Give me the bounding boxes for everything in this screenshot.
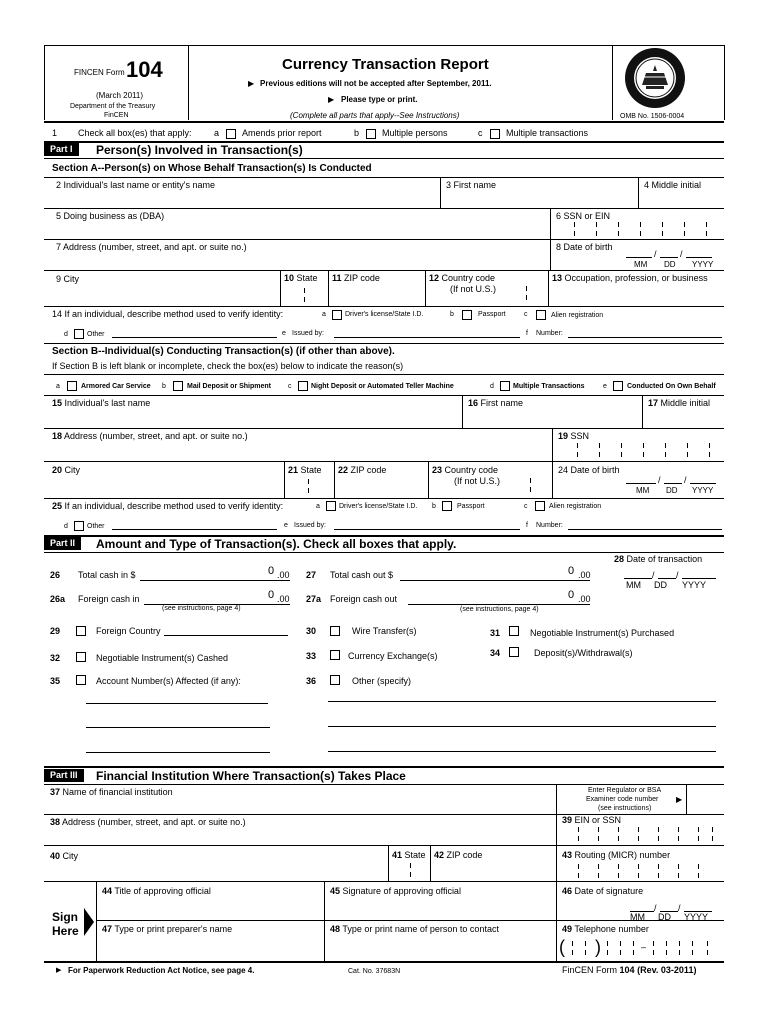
contact-name-input[interactable] [325,936,555,960]
field-25-number: 25 [52,501,63,511]
reason-armored-car-checkbox[interactable] [67,381,77,391]
field-10-number: 10 [284,273,295,283]
reason-mail-deposit-label: Mail Deposit or Shipment [187,383,272,390]
field-26a-number: 26a [50,594,66,604]
notice-complete-parts: (Complete all parts that apply--See Instructions) [290,111,460,120]
conductor-id-other-checkbox[interactable] [74,521,84,531]
field-38-label: Address (number, street, and apt. or suite no.) [62,817,246,827]
amends-prior-report-label: Amends prior report [242,128,322,138]
middle-initial-input[interactable] [639,191,723,207]
conductor-id-alien-label: Alien registration [549,503,602,510]
field-7-number: 7 [56,242,62,252]
omb-number: OMB No. 1506-0004 [620,113,685,120]
footer-revision: (Rev. 03-2011) [637,965,697,975]
institution-state-input[interactable] [389,862,429,880]
negotiable-cashed-checkbox[interactable] [76,652,86,662]
field-21-label: State [300,465,322,475]
field-26-label: Total cash in $ [78,570,136,580]
agency: FinCEN [104,112,129,119]
conductor-middle-initial-input[interactable] [643,410,723,427]
other-specify-line-2[interactable] [328,726,716,727]
dba-input[interactable] [45,222,549,238]
form-date: (March 2011) [96,91,143,100]
dob-mm-label: MM [634,260,648,269]
field-16-number: 16 [468,398,479,408]
department: Department of the Treasury [70,103,156,110]
transaction-date-input[interactable] [620,568,720,579]
id-other-label: Other [87,331,105,338]
dob-dd-label: DD [664,260,676,269]
conductor-id-passport-checkbox[interactable] [442,501,452,511]
field-12-number: 12 [429,273,440,283]
ssn-ein-input[interactable] [551,222,723,238]
field-18-label: Address (number, street, and apt. or suite no.) [64,431,248,441]
currency-exchange-checkbox[interactable] [330,650,340,660]
field-25-label: If an individual, describe method used to verify identity: [64,501,284,511]
field-5-label: Doing business as (DBA) [63,211,165,221]
section-a-title: Section A--Person(s) on Whose Behalf Transaction(s) Is Conducted [52,163,372,174]
field-47-label: Type or print preparer's name [114,924,233,934]
conductor-address-input[interactable] [45,443,551,460]
field-16-label: First name [480,398,524,408]
field-3-number: 3 [446,180,452,190]
part-3-title: Financial Institution Where Transaction(s) Takes Place [96,769,406,783]
field-14-number: 14 [52,309,63,319]
total-cash-out-input[interactable] [400,580,590,581]
account-number-line-2[interactable] [86,727,270,728]
field-13-number: 13 [552,273,563,283]
notice-previous-editions: Previous editions will not be accepted after September, 2011. [260,79,492,88]
field-48-number: 48 [330,924,341,934]
signature-date-yyyy-label: YYYY [684,912,709,922]
currency-exchange-label: Currency Exchange(s) [348,651,438,661]
amends-prior-report-checkbox[interactable] [226,129,236,139]
section-b-note: If Section B is left blank or incomplete, check the box(es) below to indicate the reason(s) [52,361,404,371]
foreign-country-label: Foreign Country [96,626,161,636]
preparer-name-input[interactable] [97,936,323,960]
field-37-number: 37 [50,787,61,797]
negotiable-purchased-checkbox[interactable] [509,626,519,636]
field-44-number: 44 [102,886,113,896]
field-26-number: 26 [50,570,61,580]
total-cash-out-cents: .00 [578,570,591,580]
field-43-label: Routing (MICR) number [574,850,671,860]
reason-multiple-transactions-checkbox[interactable] [500,381,510,391]
field-46-number: 46 [562,886,573,896]
conductor-issued-by-input[interactable] [334,529,520,530]
negotiable-cashed-label: Negotiable Instrument(s) Cashed [96,653,229,663]
field-47-number: 47 [102,924,113,934]
here-label: Here [52,924,79,938]
reason-night-deposit-checkbox[interactable] [298,381,308,391]
arrow-right-icon: ▶ [56,967,62,974]
field-19-number: 19 [558,431,569,441]
part-1-title: Person(s) Involved in Transaction(s) [96,143,303,157]
arrow-right-icon: ▶ [328,95,335,104]
field-29-number: 29 [50,626,61,636]
account-numbers-label: Account Number(s) Affected (if any): [96,676,241,686]
line1-b-letter: b [354,128,360,138]
field-27a-number: 27a [306,594,322,604]
field-24-number: 24 [558,465,569,475]
zip-input[interactable] [329,285,424,305]
transaction-date-yyyy-label: YYYY [682,580,707,590]
conductor-dob-yyyy-label: YYYY [692,486,714,495]
occupation-input[interactable] [549,285,723,305]
dob-yyyy-label: YYYY [692,260,714,269]
field-39-label: EIN or SSN [574,815,622,825]
conductor-zip-input[interactable] [335,477,427,497]
foreign-country-input[interactable] [164,635,288,636]
field-31-number: 31 [490,628,501,638]
conductor-id-drivers-license-checkbox[interactable] [326,501,336,511]
field-3-label: First name [453,180,497,190]
regulator-label-1: Enter Regulator or BSA [588,787,662,794]
approving-title-input[interactable] [97,897,323,919]
other-specify-label: Other (specify) [352,676,412,686]
catalog-number: Cat. No. 37683N [348,968,401,975]
total-cash-in-input[interactable] [140,580,290,581]
field-4-label: Middle initial [651,180,702,190]
account-number-line-3[interactable] [86,752,270,753]
multiple-persons-checkbox[interactable] [366,129,376,139]
state-input[interactable] [281,285,327,305]
field-8-number: 8 [556,242,562,252]
foreign-cash-out-value: 0 [568,589,575,601]
field-14-label: If an individual, describe method used to verify identity: [64,309,284,319]
field-41-label: State [404,850,426,860]
deposit-withdrawal-label: Deposit(s)/Withdrawal(s) [534,648,633,658]
other-specify-line-3[interactable] [328,751,716,752]
institution-address-input[interactable] [45,829,555,844]
part-3-tag: Part III [44,769,84,782]
field-23-note: (If not U.S.) [454,476,501,486]
foreign-cash-in-value: 0 [268,589,275,601]
section-b-title: Section B--Individual(s) Conducting Transaction(s) (if other than above). [52,346,395,357]
arrow-right-icon: ▶ [676,795,683,804]
id-passport-label: Passport [478,311,506,318]
approving-signature-input[interactable] [325,897,555,919]
field-36-number: 36 [306,676,317,686]
wire-transfer-label: Wire Transfer(s) [352,626,417,636]
id-other-input[interactable] [112,337,277,338]
field-2-label: Individual's last name or entity's name [63,180,216,190]
footer-form-prefix: FinCEN Form [562,965,618,975]
field-15-number: 15 [52,398,63,408]
field-39-number: 39 [562,815,573,825]
wire-transfer-checkbox[interactable] [330,626,340,636]
account-numbers-checkbox[interactable] [76,675,86,685]
reason-mail-deposit-checkbox[interactable] [173,381,183,391]
reason-own-behalf-checkbox[interactable] [613,381,623,391]
telephone-input[interactable]: ( ) – [557,936,723,960]
notice-type-print: Please type or print. [341,95,418,104]
field-23-number: 23 [432,465,443,475]
field-27-label: Total cash out $ [330,570,394,580]
field-8-label: Date of birth [563,242,613,252]
conductor-id-other-input[interactable] [112,529,277,530]
transaction-date-mm-label: MM [626,580,641,590]
field-6-label: SSN or EIN [563,211,611,221]
id-alien-registration-checkbox[interactable] [536,310,546,320]
dob-input[interactable] [620,248,723,258]
field-7-label: Address (number, street, and apt. or suite no.) [63,242,247,252]
field-22-label: ZIP code [350,465,387,475]
conductor-id-drivers-license-label: Driver's license/State I.D. [339,503,418,510]
field-12-label: Country code [441,273,496,283]
reason-own-behalf-label: Conducted On Own Behalf [627,383,716,390]
field-9-number: 9 [56,274,62,284]
foreign-cash-in-cents: .00 [277,594,290,604]
field-44-label: Title of approving official [114,886,211,896]
transaction-date-dd-label: DD [654,580,667,590]
field-11-label: ZIP code [344,273,380,283]
treasury-seal-icon [624,47,686,109]
total-cash-in-value: 0 [268,565,275,577]
field-15-label: Individual's last name [64,398,151,408]
other-specify-line-1[interactable] [328,701,716,702]
field-48-label: Type or print name of person to contact [342,924,499,934]
field-40-number: 40 [50,851,61,861]
id-number-label: Number: [536,330,563,337]
part-2-title: Amount and Type of Transaction(s). Check all boxes that apply. [96,537,457,551]
line1-number: 1 [52,128,58,138]
field-46-label: Date of signature [574,886,644,896]
line1-c-letter: c [478,128,483,138]
signature-date-input[interactable] [626,900,722,912]
field-5-number: 5 [56,211,62,221]
deposit-withdrawal-checkbox[interactable] [509,647,519,657]
field-42-number: 42 [434,850,445,860]
negotiable-purchased-label: Negotiable Instrument(s) Purchased [530,628,675,638]
sign-label: Sign [52,910,78,924]
conductor-first-name-input[interactable] [463,410,641,427]
field-34-number: 34 [490,648,501,658]
field-23-label: Country code [444,465,499,475]
field-28-number: 28 [614,554,625,564]
field-42-label: ZIP code [446,850,483,860]
id-other-checkbox[interactable] [74,329,84,339]
form-label: FINCEN Form [74,68,125,77]
field-6-number: 6 [556,211,562,221]
field-20-number: 20 [52,465,63,475]
institution-name-input[interactable] [45,799,555,813]
conductor-id-other-label: Other [87,523,105,530]
footer-form-number: 104 [619,965,635,975]
line1-a-letter: a [214,128,220,138]
page-title: Currency Transaction Report [282,56,489,73]
signature-date-mm-label: MM [630,912,645,922]
field-17-number: 17 [648,398,659,408]
field-4-number: 4 [644,180,650,190]
field-19-label: SSN [570,431,590,441]
field-49-label: Telephone number [574,924,649,934]
field-33-number: 33 [306,651,317,661]
conductor-id-passport-label: Passport [457,503,485,510]
regulator-label-2: Examiner code number [586,796,659,803]
conductor-ssn-input[interactable] [553,443,723,460]
field-2-number: 2 [56,180,62,190]
conductor-last-name-input[interactable] [45,410,461,427]
field-26a-label: Foreign cash in [78,594,140,604]
field-21-number: 21 [288,465,299,475]
city-input[interactable] [45,285,279,305]
part-1-tag: Part I [44,143,79,156]
regulator-code-input[interactable] [687,785,723,813]
account-number-line-1[interactable] [86,703,268,704]
field-40-label: City [62,851,79,861]
field-17-label: Middle initial [660,398,711,408]
sign-here-arrow-icon [84,908,94,936]
line1-label: Check all box(es) that apply: [78,128,192,138]
conductor-city-input[interactable] [45,477,283,497]
field-49-number: 49 [562,924,573,934]
institution-zip-input[interactable] [431,862,555,880]
field-45-number: 45 [330,886,341,896]
conductor-dob-input[interactable] [620,474,723,484]
conductor-number-label: Number: [536,522,563,529]
multiple-persons-label: Multiple persons [382,128,448,138]
field-10-label: State [296,273,318,283]
field-24-label: Date of birth [570,465,620,475]
field-27-number: 27 [306,570,317,580]
first-name-input[interactable] [441,191,637,207]
id-drivers-license-label: Driver's license/State I.D. [345,311,424,318]
conductor-id-alien-checkbox[interactable] [535,501,545,511]
multiple-transactions-checkbox[interactable] [490,129,500,139]
id-passport-checkbox[interactable] [462,310,472,320]
paperwork-notice: For Paperwork Reduction Act Notice, see page 4. [68,966,255,975]
field-9-label: City [63,274,80,284]
last-name-input[interactable] [45,191,439,207]
field-12-note: (If not U.S.) [450,284,497,294]
foreign-country-checkbox[interactable] [76,626,86,636]
id-issued-by-label: Issued by: [292,330,324,337]
other-specify-checkbox[interactable] [330,675,340,685]
institution-city-input[interactable] [45,862,387,880]
foreign-cash-out-note: (see instructions, page 4) [460,606,539,613]
field-28-label: Date of transaction [626,554,703,564]
field-13-label: Occupation, profession, or business [564,273,708,283]
id-issued-by-input[interactable] [334,337,520,338]
conductor-dob-mm-label: MM [636,486,650,495]
conductor-issued-by-label: Issued by: [294,522,326,529]
foreign-cash-in-note: (see instructions, page 4) [162,605,241,612]
field-27a-label: Foreign cash out [330,594,398,604]
field-18-number: 18 [52,431,63,441]
part-2-tag: Part II [44,537,81,550]
address-input[interactable] [45,253,549,269]
field-35-number: 35 [50,676,61,686]
field-20-label: City [64,465,81,475]
reason-multiple-transactions-label: Multiple Transactions [513,383,585,390]
id-drivers-license-checkbox[interactable] [332,310,342,320]
reason-armored-car-label: Armored Car Service [81,383,151,390]
field-11-number: 11 [332,273,342,283]
id-number-input[interactable] [568,337,722,338]
field-41-number: 41 [392,850,403,860]
id-alien-registration-label: Alien registration [551,312,604,319]
foreign-cash-out-cents: .00 [578,594,591,604]
regulator-label-3: (see instructions) [598,805,652,812]
field-37-label: Name of financial institution [62,787,173,797]
reason-night-deposit-label: Night Deposit or Automated Teller Machine [311,383,454,390]
field-22-number: 22 [338,465,349,475]
field-43-number: 43 [562,850,573,860]
conductor-dob-dd-label: DD [666,486,678,495]
form-number: 104 [126,57,163,82]
total-cash-out-value: 0 [568,565,575,577]
field-30-number: 30 [306,626,317,636]
field-45-label: Signature of approving official [342,886,461,896]
field-38-number: 38 [50,817,61,827]
multiple-transactions-label: Multiple transactions [506,128,589,138]
arrow-right-icon: ▶ [248,79,255,88]
conductor-number-input[interactable] [568,529,722,530]
total-cash-in-cents: .00 [277,570,290,580]
field-32-number: 32 [50,653,61,663]
signature-date-dd-label: DD [658,912,671,922]
